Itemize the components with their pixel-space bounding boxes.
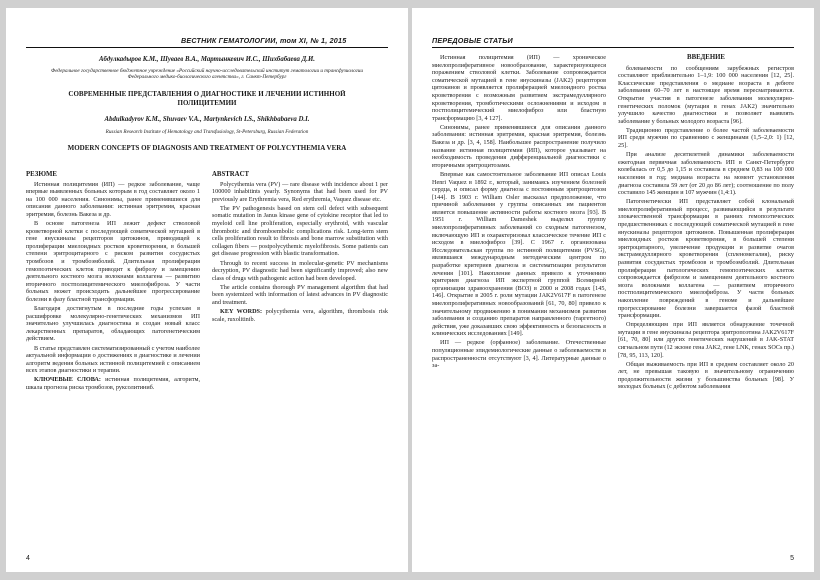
left-page [6,8,408,572]
affiliation-en: Russian Research Institute of Hematology and Transfusiology, St-Petersburg, Russian Federation [105,129,309,135]
intro-heading: ВВЕДЕНИЕ [687,54,725,61]
body-paragraph: Истинная полицитемия (ИП) — хроническое миелопролиферативное новообразование, характеризующееся поражением стволовой клетки. Заболевание сопровождается соматической мутацией в гене янускиназы (JAK2) рецепторов цитокинов и проявляется пролиферацией миелоидного ростка кроветворения с возможным развитием экстрамедуллярного кроветворения, тромботическими осложнениями и исходом в постполицитемический миелофиброз или бластную трансформацию [3, 4 127]. [432,54,606,122]
abstract-paragraph: Polycythemia vera (PV) — rare disease with incidence about 1 per 100000 inhabitints yearly. Synonyms that had been used for PV previously are Erythremia vera, Red erythremia, Vaquez disease etc. [212,180,388,203]
abstract-paragraph: The article contains thorough PV management algorithm that had been systemized with information of latest advances in PV diagnostic and treatment. [212,283,388,306]
body-paragraph: Определяющим при ИП является обнаружение точечной мутации в гене янускиназы рецептора эритропоэтина JAK2V617F [61, 70, 80] или других генетических нарушений в JAK-STAT сигнальном пути (12 экзоне гена JAK2, гене LNK, генах SOCs пр.) [78, 95, 113, 120]. [618,321,794,359]
abstract-heading: ABSTRACT [212,171,250,178]
right-page [412,8,814,572]
header-rule [26,47,388,48]
abstract-paragraph: Through to recent success in molecular-genetic PV mechanisms decryption, PV diagnostic had been significantly improved; also new class of drugs with pathogenic action had been developed. [212,259,388,282]
body-paragraph: Традиционно представление о более частой заболеваемости ИП среди мужчин по сравнению с женщинами (1,5–2,0: 1) [12, 25]. [618,126,794,150]
resume-paragraph: В основе патогенеза ИП лежит дефект стволовой кроветворной клетки с последующей соматической мутацией в гене янускиназы рецепторов цитокинов, приводящей к пролиферации миелоидных ростков кроветворения, в большей степени эритроцитарного с риском развития сосудистых тромбозов и тромбоэмболий. Длительная пролиферация гемопоэтических клеток приводит к фиброзу и замещению деятельного костного мозга волокнами коллагена — развитию вторичного постполицитемического миелофиброза. У части больных может происходить дальнейшее прогрессирование болезни в фазу бластной трансформации. [26,220,200,303]
authors-ru: Абдулкадыров К.М., Шуваев В.А., Мартынкевич И.С., Шихбабаева Д.И. [99,56,315,63]
resume-paragraph: Благодаря достигнутым в последние годы успехам в расшифровке молекулярно-генетических механизмов ИП значительно улучшилась диагностика и создан новый класс лекарственных препаратов, обладающих патогенетическим действием. [26,305,200,343]
title-ru: СОВРЕМЕННЫЕ ПРЕДСТАВЛЕНИЯ О ДИАГНОСТИКЕ И ЛЕЧЕНИИ ИСТИННОЙ ПОЛИЦИТЕМИИ [68,90,346,107]
body-paragraph: Общая выживаемость при ИП в среднем составляет около 20 лет, не превышая таковую в значительному ограничению продолжительности жизни у большинства больных [98]. У молодых больных (с дебютом заболевания [618,360,794,391]
keywords-ru [26,376,200,391]
resume-paragraph: В статье представлен систематизированный с учетом наиболее актуальной информации о достижениях в диагностике и лечении алгоритм ведения больных истинной полицитемией с описанием всех этапов диагностики и терапии. [26,344,200,375]
resume-heading: РЕЗЮМЕ [26,171,57,178]
page-number-left: 4 [26,555,30,562]
body-paragraph: Патогенетически ИП представляет собой клональный миелопролиферативный процесс, развивающийся в результате злокачественной трансформации в ранних гемопоэтических предшественниках с последующей соматической мутацией в гене янускиназы рецепторов цитокинов. Повышенная пролиферация миелоидных ростков кроветворения, в большей степени эритроцитарного, увеличение продукции и развитие очагов экстрамедуллярного кроветворения (спленомегалия), риску развития сосудистых тромбозов и тромбоэмболий. Длительная пролиферация патологических гемопоэтических клеток сопровождается фиброзом и замещением деятельного костного мозга волокнами коллагена — развитием вторичного постполицитемического миелофиброза. У части больных накопление повреждений в геноме и дальнейшее прогрессирование болезни завершается фазой бластной трансформации. [618,198,794,320]
body-paragraph: ИП — редкое (орфанное) заболевание. Отечественные популяционные эпидемиологические данные о заболеваемости и распространенности отсутствуют [3, 4]. Литературные данные о за- [432,339,606,370]
resume-paragraph: Истинная полицитемия (ИП) — редкое заболевание, чаще впервые выявленных больных которым в год составляет около 1 на 100 000 населения. Синонимы, ранее применявшиеся для описания данного заболевания: истинная эритремия, красная эритремия, болезнь Вакеза и др. [26,180,200,218]
body-column-1 [432,54,606,554]
authors-en: Abdulkadyrov K.M., Shuvaev V.A., Martynkevich I.S., Shikhbabaeva D.I. [104,116,310,123]
keywords-text-en: polycythemia vera, algorithm, thrombosis risk scale, ruxolitinib. [212,308,388,323]
journal-header: ВЕСТНИК ГЕМАТОЛОГИИ, том XI, № 1, 2015 [181,36,347,45]
keywords-label: КЛЮЧЕВЫЕ СЛОВА: [34,376,101,384]
keywords-en [212,308,388,323]
keywords-text: истинная полицитемия, алгоритм, шкала прогноза риска тромбозов, руксолитиниб. [26,376,200,392]
body-paragraph: Впервые как самостоятельное заболевание ИП описал Louis Henri Vaquez в 1892 г., который, занимаясь изучением болезней сердца, и описал форму диагноза с постоянным эритроцитозом [144]. В 1903 г. William Osler высказал предположение, что причиной заболевания у группы описанных им пациентов является повышение активности работы костного мозга [93]. В 1951 г. William Dameshek выделил группу миелопролиферативных заболеваний со сходным патогенезом, включающую ИП и охарактеризовал классическое течение ИП с исходом в миелофиброз [39]. С 1967 г. организована Исследовательская группа по истинной полицитемии (PVSG), являвшаяся международным методическим центром по разработке критериев диагноза и систематизации результатов лечения [101]. Накопление данных привело к уточнению критериев диагноза ИП экспертной группой Всемирной организации здравоохранения (ВОЗ) в 2000 и 2008 годах [145, 146]. Открытие в 2005 г. роли мутации JAK2V617F в патогенезе миелопролиферативных новообразований [61, 70, 80] привело к значительному продвижению в понимании механизмов развития заболевания и созданию препаратов направленного (таргетного) действия, уже доказавших свою эффективность и безопасность в клинических исследованиях [149]. [432,170,606,338]
body-column-2 [618,54,794,554]
resume-column [26,171,200,541]
body-paragraph: При анализе десятилетней динамики заболеваемости ежегодная первичная заболеваемость ИП в Санкт-Петербурге колебалась от 0,5 до 1,15 и составила в среднем 0,83 на 100 000 населения в год; медиана возраста на момент установления диагноза составила 59 лет (от 20 до 86 лет); соотношение по полу составило 145 женщин и 107 мужчин (1,4:1). [618,151,794,197]
affiliation-ru: Федеральное государственное бюджетное учреждение «Российский научно-исследовательский институт гематологии и трансфузиологии Федерального медико-биологического агентства», г. Санкт-Петербург [51,68,363,81]
body-paragraph: Синонимы, ранее применявшиеся для описания данного заболевания: истинная эритремия, красная эритремия, болезнь Вакеза и др. [3, 4, 158]. Наибольшее распространение получило название истинная полицитемия (ИП), которое указывает на необходимость проведения дифференциальной диагностики с вторичными эритроцитозами. [432,123,606,169]
title-en: MODERN CONCEPTS OF DIAGNOSIS AND TREATMENT OF POLYCYTHEMIA VERA [67,144,347,152]
page-number-right: 5 [790,555,794,562]
abstract-paragraph: The PV pathogenesis based on stem cell defect with subsequent somatic mutation in Janus kinase gene of cytokine receptor that led to myeloid cell line proliferation, especially erythroid, with vascular thrombotic and thromboembolic complications risk. Long-term stem cells proliferation result to fibrosis and bone marrow substitution with collagen fibers — postpolycythemic myelofibrosis. Some patients can get disease progression with blastic transformation. [212,204,388,258]
body-paragraph: болеваемости по сообщениям зарубежных регистров составляют приблизительно 1–1,9: 100 000 населения [12, 25]. Классические представления о медиане возраста в дебюте заболевания 60–70 лет в настоящее время пересматриваются. Открытие участия в патогенезе заболевания молекулярно-генетических поломок (мутация в генах JAK2) значительно улучшило качество диагностики и позволяет выявлять заболевание у больных молодого возраста [96]. [618,64,794,125]
abstract-column [212,171,388,541]
section-header: ПЕРЕДОВЫЕ СТАТЬИ [432,36,513,45]
header-rule [432,47,794,48]
keywords-label-en: KEY WORDS: [220,308,263,316]
